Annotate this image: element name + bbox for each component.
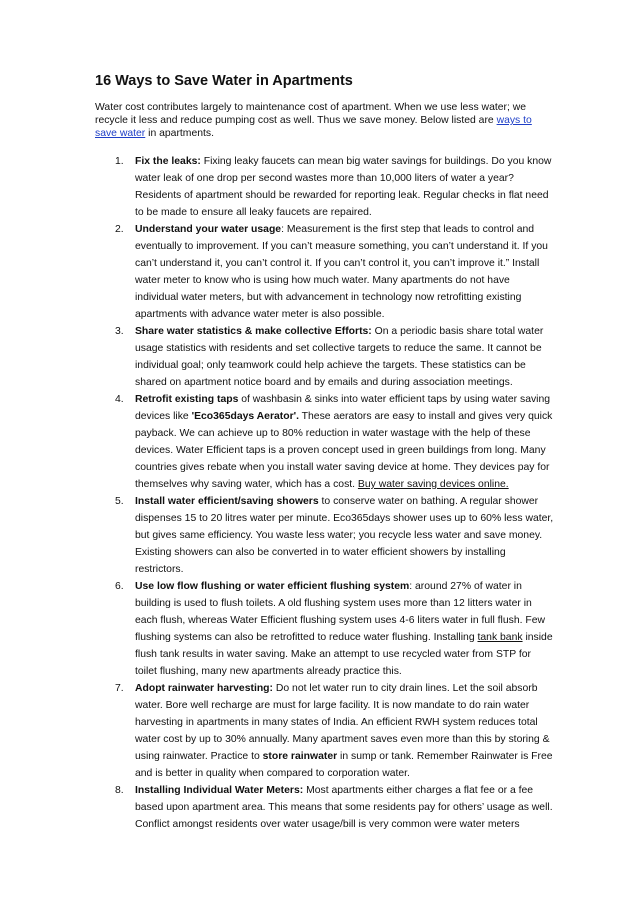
item-heading: Retrofit existing taps [135,394,239,405]
document-body [95,72,555,833]
item-number: 4. [115,394,124,405]
item-text: Fixing leaky faucets can mean big water savings for buildings. Do you know water leak of one drop per second wastes more than 10,000 liters of water a year? Residents of apartment should be rewarded for reporting leak. Regular checks in flat need to be made to ensure all leaky faucets are repaired. [135,156,552,218]
item-number: 2. [115,224,124,235]
item-number: 8. [115,785,124,796]
list-item [95,221,555,323]
intro-text-before: Water cost contributes largely to maintenance cost of apartment. When we use less water; we recycle it less and reduce pumping cost as well. Thus we save money. Below listed are [95,102,527,126]
item-text: These aerators are easy to install and gives very quick payback. We can achieve up to 80% reduction in water wastage with the help of these devices. Water Efficient taps is a proven concept used in green buildings from long. Many countries gives rebate when you install water saving device at home. They devices pay for themselves why saving water, which has a cost. [135,411,553,490]
item-bold-text: store rainwater [262,751,338,762]
item-text: Do not let water run to city drain lines. Let the soil absorb water. Bore well recharge are must for large facility. It is now mandate to do rain water harvesting in apartments in many states of India. An efficient RWH system reduces total water cost by up to 30% annually. Many apartment saves even more than this by storing & using rainwater. Practice to [135,683,550,762]
list-item [95,782,555,833]
item-bold-text: 'Eco365days Aerator'. [191,411,299,422]
intro-text-after: in apartments. [145,128,214,139]
item-text: Most apartments either charges a flat fee or a fee based upon apartment area. This means that some residents pay for others’ usage as well. Conflict amongst residents over water usage/bill is very common were water meters [135,785,553,830]
item-heading: Install water efficient/saving showers [135,496,319,507]
item-number: 1. [115,156,124,167]
list-item [95,391,555,493]
list-item [95,493,555,578]
item-heading: Share water statistics & make collective Efforts: [135,326,372,337]
buy-water-saving-devices-link[interactable]: Buy water saving devices online. [357,479,509,490]
item-text: in sump or tank. Remember Rainwater is Free and is better in quality when compared to corporation water. [135,751,553,779]
ways-to-save-water-link[interactable]: ways to save water [95,115,532,139]
item-text: : around 27% of water in building is used to flush toilets. A old flushing system uses more than 12 litters water in each flush, whereas Water Efficient flushing system uses 4-6 liters water in full flush. Few flushing systems can also be retrofitted to reduce water flushing. Installing [135,581,546,643]
item-number: 3. [115,326,124,337]
item-heading: Installing Individual Water Meters: [135,785,304,796]
item-heading: Fix the leaks: [135,156,201,167]
item-number: 7. [115,683,124,694]
list-item [95,323,555,391]
item-heading: Adopt rainwater harvesting: [135,683,273,694]
item-text: of washbasin & sinks into water efficient taps by using water saving devices like [135,394,551,422]
tips-list [95,153,555,833]
intro-paragraph [95,101,555,140]
document-title: 16 Ways to Save Water in Apartments [95,73,353,89]
list-item [95,153,555,221]
item-text: On a periodic basis share total water usage statistics with residents and set collective targets to reduce the same. It cannot be individual goal; only teamwork could help achieve the targets. These statistics can be shared on apartment notice board and by emails and during association meetings. [135,326,544,388]
item-heading: Use low flow flushing or water efficient flushing system [135,581,410,592]
tank-bank-link[interactable]: tank bank [477,632,523,643]
item-heading: Understand your water usage [135,224,282,235]
item-number: 5. [115,496,124,507]
item-text: inside flush tank results in water saving. Make an attempt to use recycled water from STP for toilet flushing, many new apartments already practice this. [135,632,553,677]
list-item [95,578,555,680]
list-item [95,680,555,782]
item-text: : Measurement is the first step that leads to control and eventually to improvement. If you can’t measure something, you can’t understand it. If you can’t understand it, you can’t control it. If you can’t control it, you can’t improve it.” Install water meter to know who is using how much water. Many apartments do not have individual water meters, but with advancement in technology now retrofitting existing apartments with advance water meter is also possible. [135,224,548,320]
item-number: 6. [115,581,124,592]
item-text: to conserve water on bathing. A regular shower dispenses 15 to 20 litres water per minute. Eco365days shower uses up to 60% less water, but gives same efficiency. You waste less water; you recycle less water and save money. Existing showers can also be converted in to water efficient showers by installing restrictors. [135,496,554,575]
